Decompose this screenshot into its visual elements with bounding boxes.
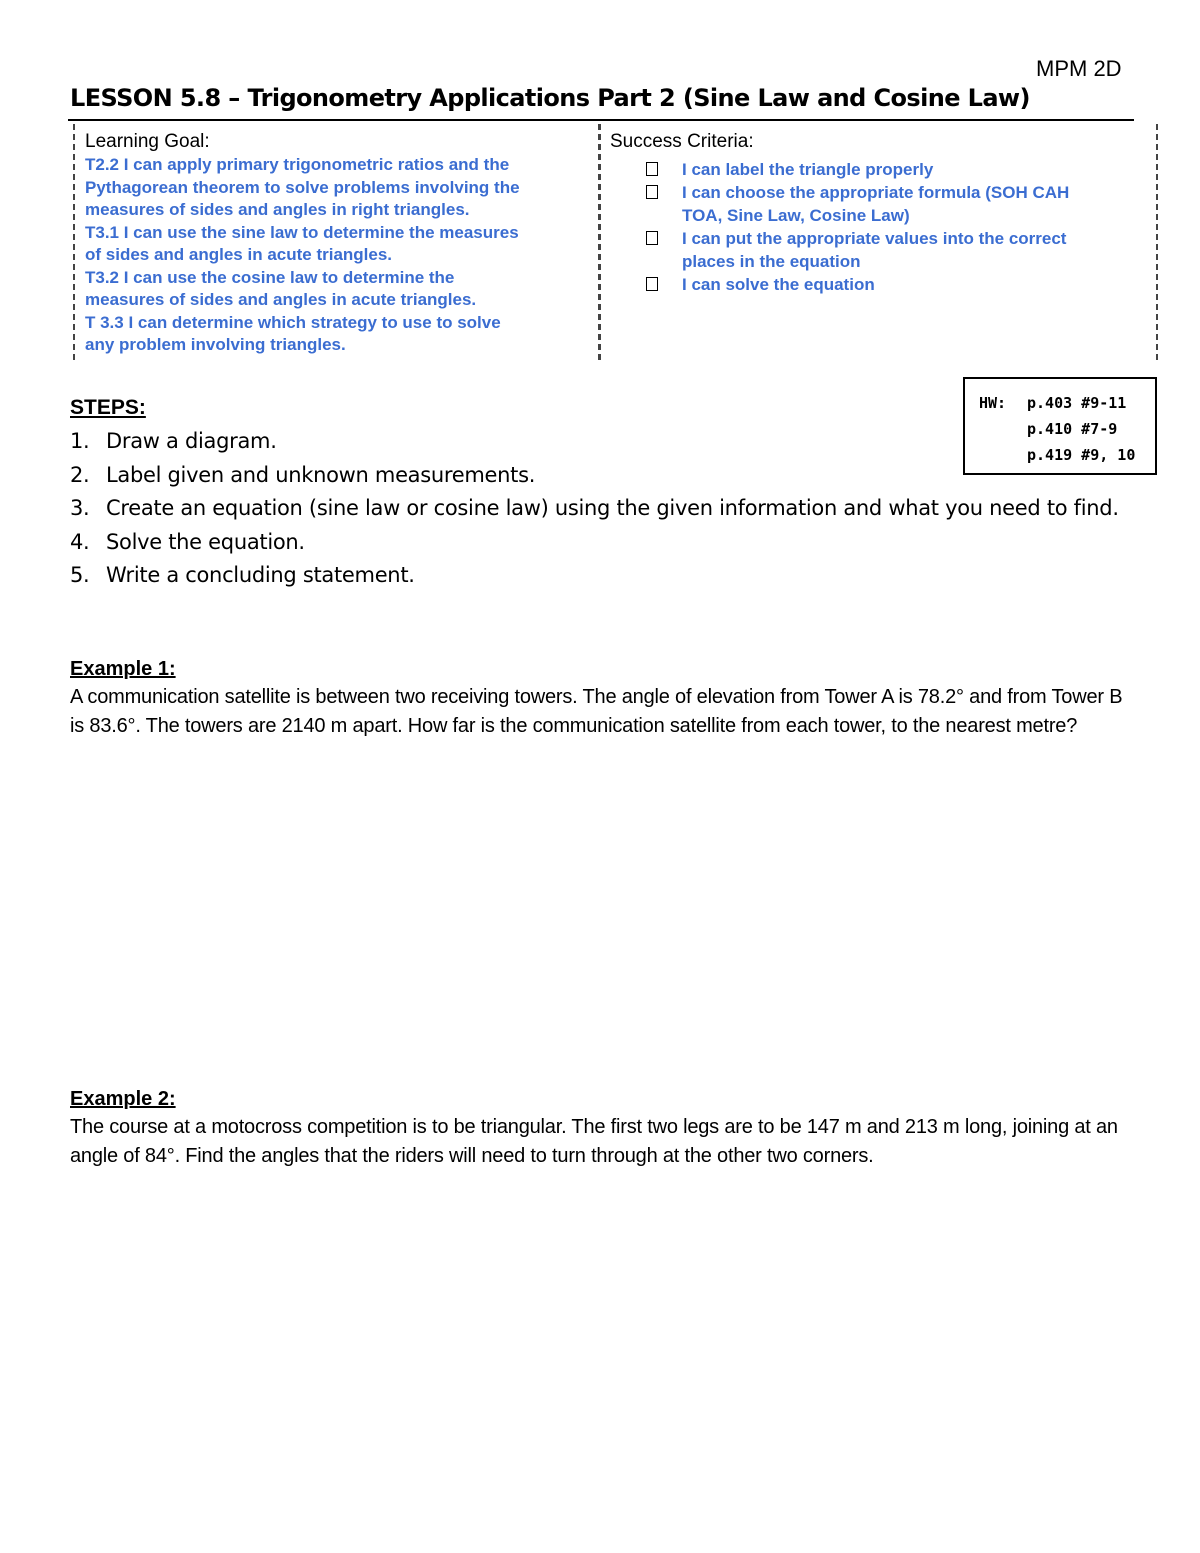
learning-goal-line: measures of sides and angles in right triangles.: [85, 200, 470, 219]
lesson-title: LESSON 5.8 – Trigonometry Applications Part 2 (Sine Law and Cosine Law): [70, 84, 1030, 112]
criteria-line: TOA, Sine Law, Cosine Law): [682, 206, 910, 225]
step-number: 5.: [70, 563, 90, 587]
learning-goal-heading: Learning Goal:: [85, 131, 210, 152]
criteria-line: I can choose the appropriate formula (SOH CAH: [682, 183, 1070, 202]
step-text: Write a concluding statement.: [106, 563, 415, 587]
checkbox-icon: [646, 277, 658, 291]
learning-goal-line: T3.1 I can use the sine law to determine the measures: [85, 222, 519, 242]
steps-list: [70, 425, 1136, 593]
criteria-item: [610, 273, 1156, 296]
learning-goal-line: of sides and angles in acute triangles.: [85, 245, 393, 264]
homework-item: p.410 #7-9: [1027, 420, 1118, 438]
checkbox-icon: [646, 185, 658, 199]
course-code: MPM 2D: [1036, 56, 1122, 81]
title-divider: [68, 119, 1134, 121]
example-2-heading: Example 2:: [70, 1088, 176, 1110]
criteria-item: [610, 227, 1156, 273]
criteria-line: I can put the appropriate values into the correct: [682, 229, 1067, 248]
learning-goal-line: Pythagorean theorem to solve problems involving the: [85, 177, 520, 197]
homework-label: HW:: [979, 394, 1007, 412]
criteria-item: [610, 181, 1156, 227]
learning-goal-line: any problem involving triangles.: [85, 335, 346, 354]
criteria-item: [610, 158, 1156, 181]
step-text: Solve the equation.: [106, 529, 305, 554]
checkbox-icon: [646, 231, 658, 245]
homework-item: p.403 #9-11: [1027, 394, 1127, 412]
step-item: [70, 425, 1136, 459]
learning-goal-line: measures of sides and angles in acute triangles.: [85, 290, 477, 309]
step-text: Create an equation (sine law or cosine law) using the given information and what you need to find.: [106, 496, 1119, 520]
example-1-text: A communication satellite is between two receiving towers. The angle of elevation from Tower A is 78.2° and from Tower B is 83.6°. The towers are 2140 m apart. How far is the communication satellite from each tower, to the nearest metre?: [70, 686, 1123, 737]
learning-goal-line: T 3.3 I can determine which strategy to use to solve: [85, 312, 501, 332]
example-1-heading: Example 1:: [70, 658, 176, 680]
step-item: [70, 559, 1136, 593]
checkbox-icon: [646, 162, 658, 176]
homework-item: p.419 #9, 10: [1027, 446, 1136, 464]
example-2-text: The course at a motocross competition is to be triangular. The first two legs are to be 147 m and 213 m long, joining at an angle of 84°. Find the angles that the riders will need to turn through at the other two corners.: [70, 1116, 1118, 1167]
criteria-line: I can solve the equation: [682, 275, 875, 294]
learning-goal-box: [73, 124, 601, 360]
step-item: [70, 492, 1136, 526]
step-text: Draw a diagram.: [106, 429, 277, 453]
step-number: 1.: [70, 429, 90, 453]
step-item: [70, 459, 1136, 493]
step-text: Label given and unknown measurements.: [106, 462, 536, 487]
learning-goal-line: T2.2 I can apply primary trigonometric ratios and the: [85, 155, 510, 174]
success-criteria-list: [610, 158, 1156, 296]
steps-heading: STEPS:: [70, 396, 146, 419]
step-number: 2.: [70, 462, 90, 487]
learning-goal-line: T3.2 I can use the cosine law to determine the: [85, 267, 455, 287]
criteria-line: places in the equation: [682, 252, 861, 271]
step-number: 4.: [70, 529, 90, 554]
step-item: [70, 526, 1136, 560]
success-criteria-heading: Success Criteria:: [610, 131, 754, 152]
criteria-line: I can label the triangle properly: [682, 160, 934, 179]
step-number: 3.: [70, 496, 90, 520]
success-criteria-box: [598, 124, 1158, 360]
